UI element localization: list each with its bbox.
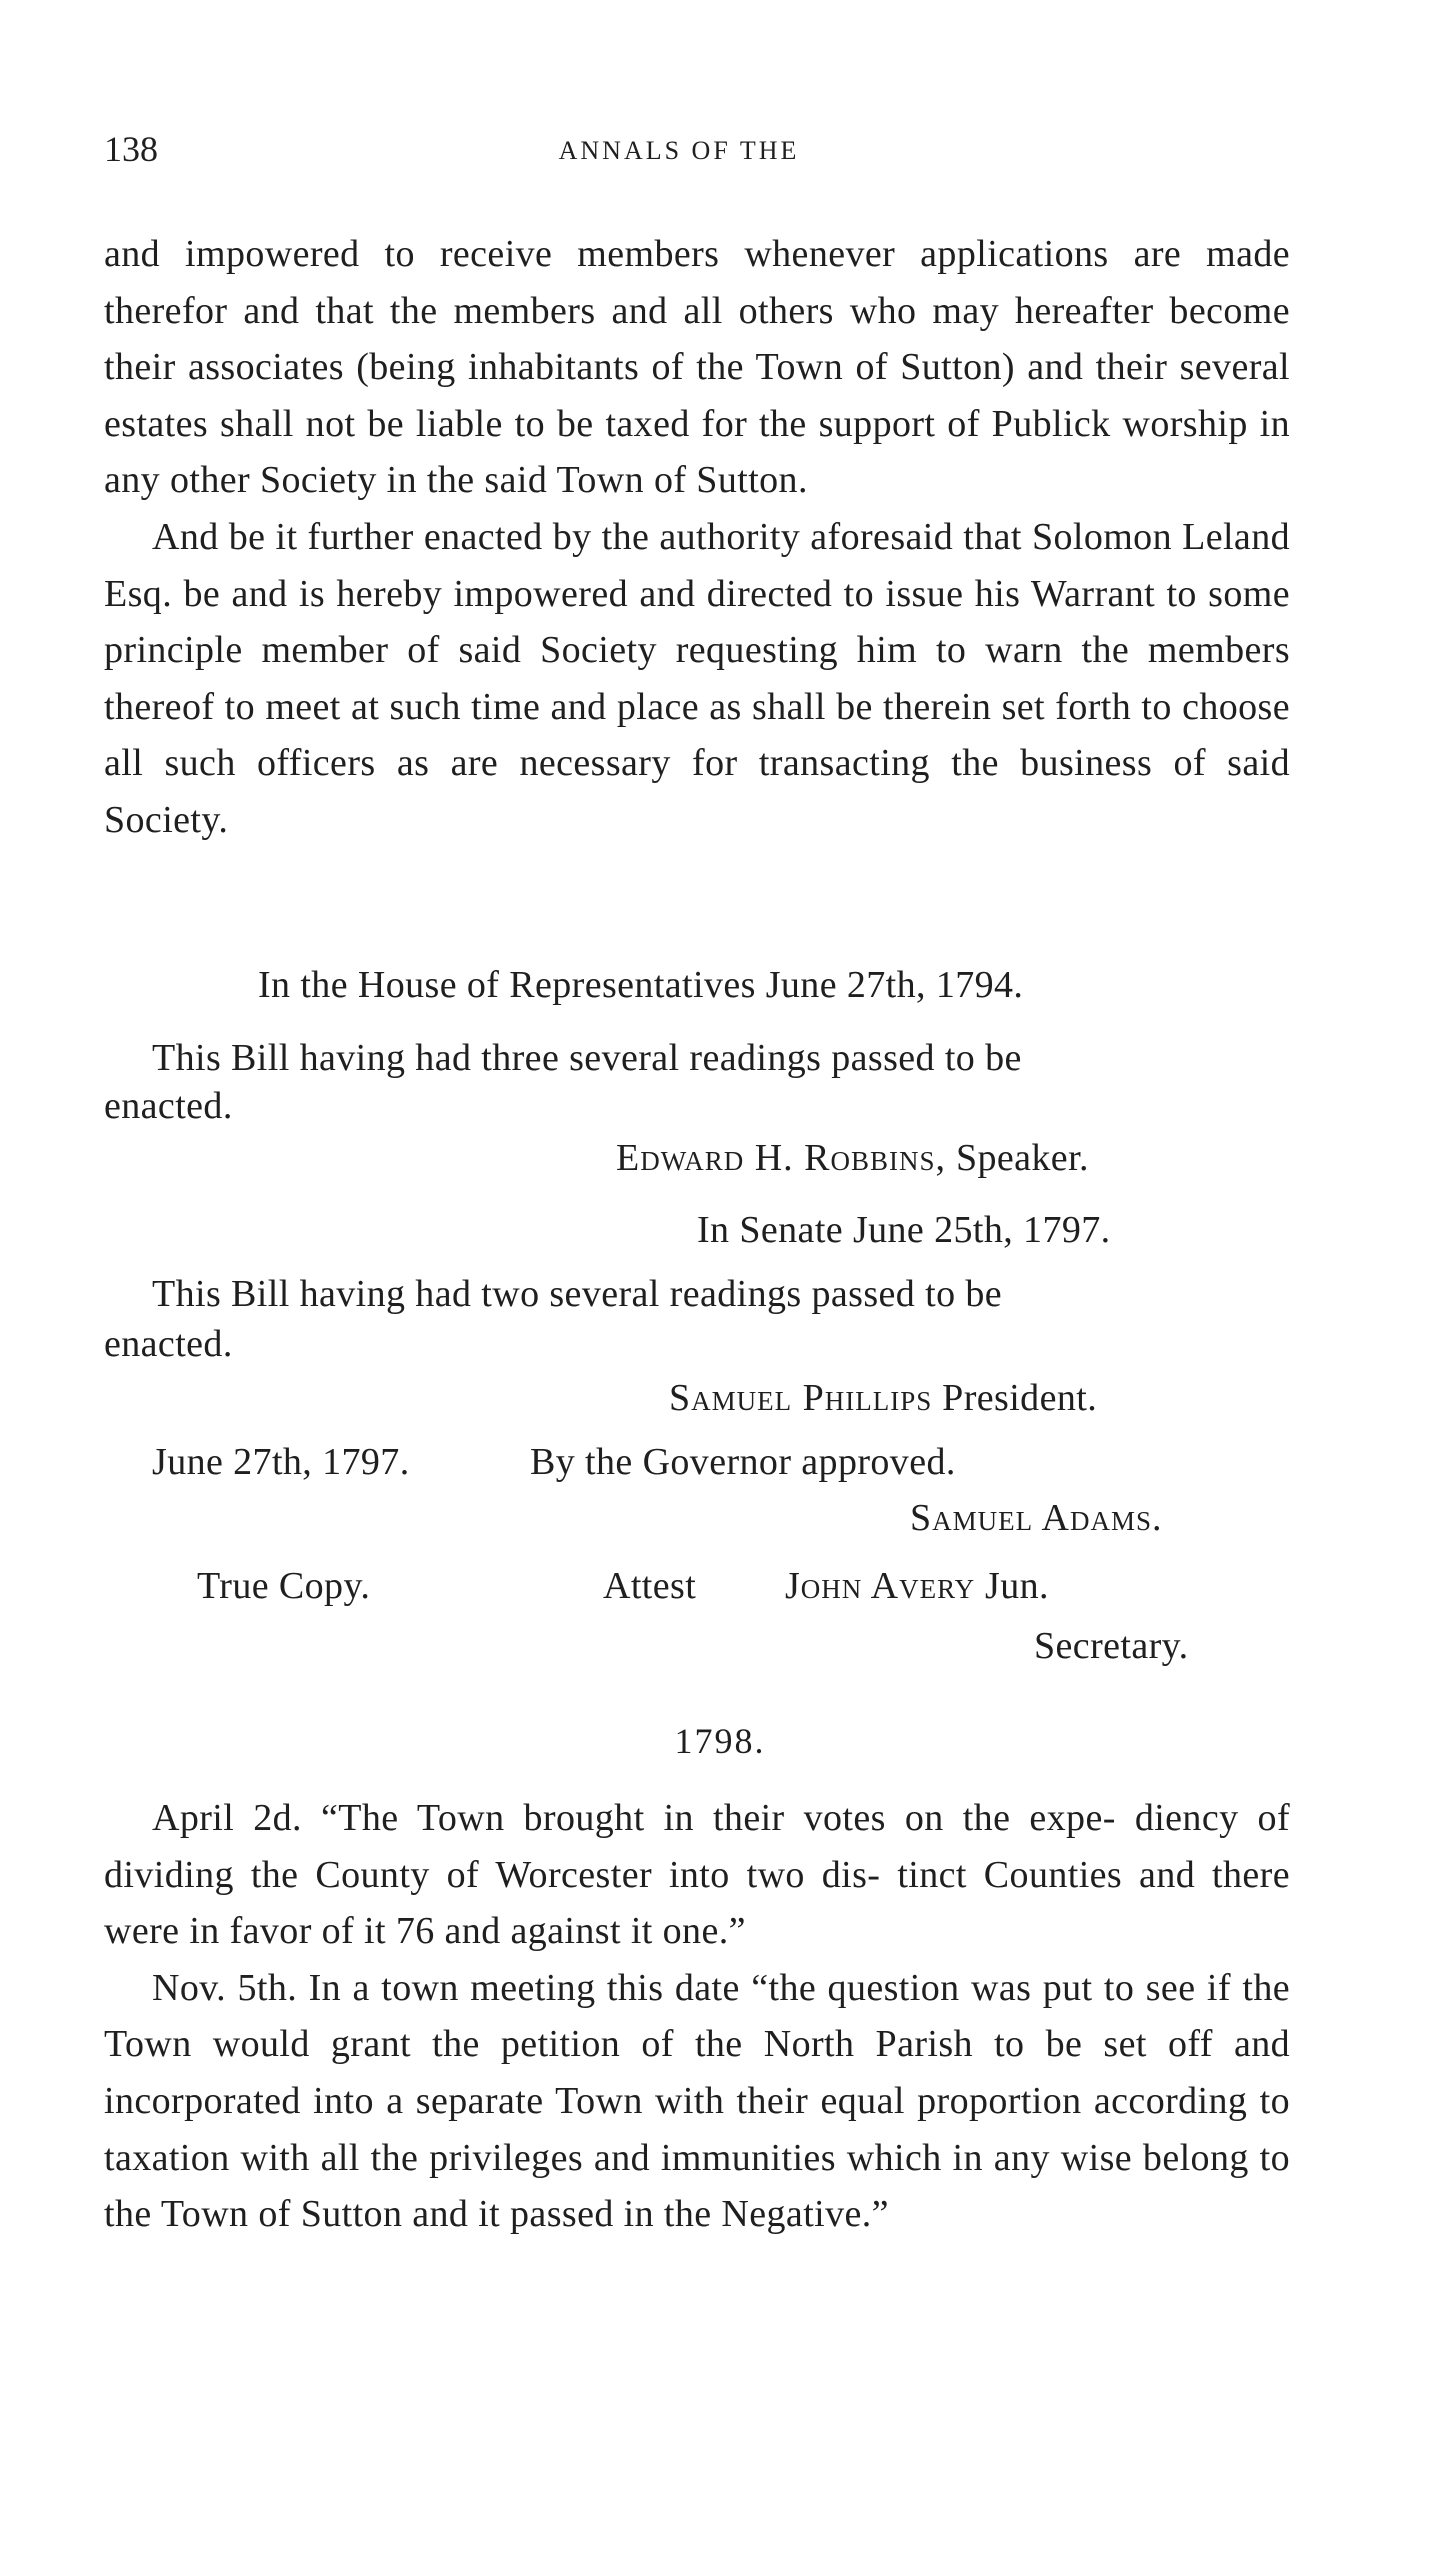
page-number: 138 <box>104 129 158 169</box>
text-line: April 2d. “The Town brought in their votes on the expe- <box>152 1797 1116 1839</box>
text-line: directed to issue his Warrant to some principle member of said <box>104 572 1290 672</box>
text-line: to the Town of Sutton and it passed in the Negative.” <box>104 2136 1291 2236</box>
year-heading: 1798. <box>674 1721 766 1761</box>
text-block-lower <box>104 1790 1290 2243</box>
senate-bill-line: This Bill having had two several readings passed to be <box>152 1273 1003 1315</box>
attest-label: Attest <box>603 1565 697 1607</box>
secretary-title: Secretary. <box>1034 1625 1189 1667</box>
text-line: Town with their equal proportion according to taxation with <box>104 2079 1290 2179</box>
text-line: the Town of Sutton) and their several estates shall not be <box>104 346 1291 445</box>
text-line: was put to see if the Town would grant the petition of the <box>104 1966 1290 2066</box>
paragraph-3 <box>104 1790 1290 1960</box>
paragraph-1 <box>104 226 1290 509</box>
speaker-title: Speaker. <box>955 1137 1089 1179</box>
text-line: one.” <box>662 1910 746 1953</box>
text-line: tinct Counties and there were in favor of it 76 and against it <box>104 1853 1291 1953</box>
text-line: are made therefor and that the members and all others who <box>104 233 1290 332</box>
text-line: Nov. 5th. In a town meeting this date “the question <box>152 1966 960 2009</box>
text-line: Solomon Leland Esq. be and is hereby impowered and <box>104 515 1290 615</box>
true-copy: True Copy. <box>197 1565 371 1607</box>
text-block-upper <box>104 226 1290 849</box>
text-line: Society requesting him to warn the members thereof to meet <box>104 629 1291 728</box>
president-name: Samuel Phillips <box>669 1377 933 1419</box>
secretary-name: John Avery <box>785 1565 976 1607</box>
speaker-signature <box>616 1130 1089 1186</box>
text-line: diency of dividing the County of Worcester into two dis- <box>104 1797 1290 1896</box>
text-line: North Parish to be set off and incorporated into a separate <box>104 2023 1291 2122</box>
house-bill-line: This Bill having had three several readings passed to be <box>152 1037 1022 1079</box>
text-line: other Society in the said Town of Sutton. <box>169 459 808 502</box>
text-line: liable to be taxed for the support of Publick worship in any <box>104 402 1290 502</box>
house-bill-line-end: enacted. <box>104 1085 233 1127</box>
governor-approval: By the Governor approved. <box>530 1441 956 1483</box>
page-header <box>104 128 1254 188</box>
running-title: ANNALS OF THE <box>558 136 800 165</box>
paragraph-4 <box>104 1960 1290 2243</box>
text-line: and impowered to receive members whenever applications <box>104 233 1109 275</box>
secretary-suffix: Jun. <box>985 1565 1049 1607</box>
secretary-signature <box>785 1558 1049 1614</box>
paragraph-2 <box>104 509 1290 849</box>
text-line: And be it further enacted by the authority aforesaid that <box>152 515 1022 558</box>
text-line: of said Society. <box>104 742 1290 841</box>
president-title: President. <box>942 1377 1098 1419</box>
text-line: all such officers as are necessary for transacting the business <box>104 742 1153 785</box>
governor-name: Samuel Adams. <box>910 1497 1163 1539</box>
president-signature <box>669 1370 1097 1426</box>
text-line: may hereafter become their associates (being inhabitants of <box>104 289 1290 389</box>
senate-bill-line-end: enacted. <box>104 1323 233 1365</box>
speaker-name: Edward H. Robbins, <box>616 1137 947 1179</box>
text-line: all the privileges and immunities which in any wise belong <box>320 2136 1249 2179</box>
approved-date: June 27th, 1797. <box>152 1441 410 1483</box>
house-of-representatives-line: In the House of Representatives June 27th, 1794. <box>258 964 1024 1006</box>
text-line: at such time and place as shall be therein set forth to choose <box>351 685 1290 728</box>
senate-line: In Senate June 25th, 1797. <box>697 1209 1111 1251</box>
